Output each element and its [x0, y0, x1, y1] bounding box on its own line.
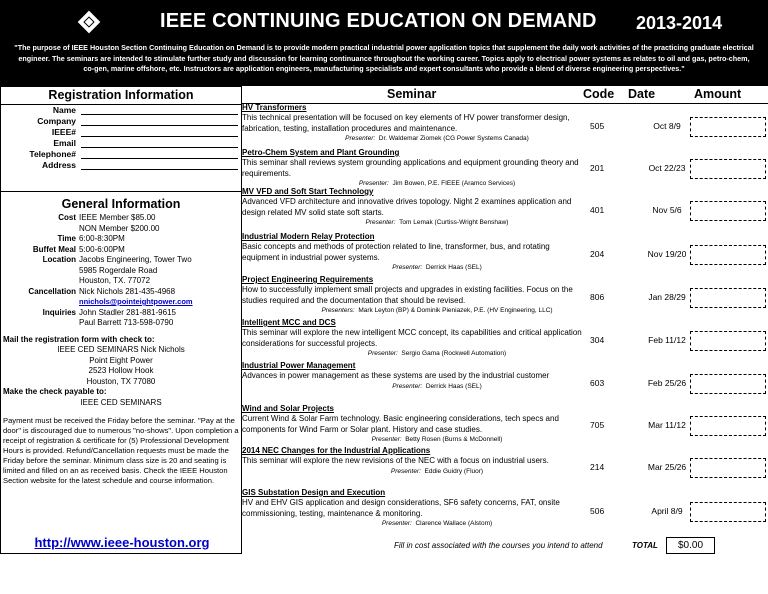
seminar-presenter — [242, 218, 632, 227]
registration-field — [1, 160, 241, 171]
presenter-name: Dr. Waldemar Ziomek (CG Power Systems Canada) — [378, 135, 529, 142]
presenter-label: Presenter: — [345, 135, 376, 142]
info-value — [79, 287, 241, 308]
mail-heading: Mail the registration form with check to: — [3, 334, 155, 344]
info-line: Nick Nichols 281-435-4968 — [79, 286, 176, 296]
ieee-logo-icon — [78, 11, 101, 34]
registration-field — [1, 105, 241, 116]
seminar-description: This technical presentation will be focused on key elements of HV power transformer design, fabrication, testing, installation procedures and maintenance. — [242, 113, 570, 133]
presenter-label: Presenter: — [390, 467, 421, 475]
info-line: 5:00-6:00PM — [79, 244, 125, 254]
purpose-statement: "The purpose of IEEE Houston Section Continuing Education on Demand is to provide modern practical industrial power application topics that supplement the daily work activities of the practicing graduate electrical engineer. The seminars are intended to stimulate further study and discussion for learning continuance throughout the working career. Topics apply to electrical power systems as relates to oil and gas, petro-chem, co-gen, marine offshore, etc. Instructors are application engineers, manufacturing specialists and expert consultants who provide a blend of diverse engineering perspectives." — [14, 43, 754, 73]
email-link[interactable]: nnichols@pointeightpower.com — [79, 297, 193, 306]
seminar-row — [242, 148, 768, 187]
seminar-title: Wind and Solar Projects — [242, 404, 334, 413]
presenter-name: Jim Bowen, P.E. FIEEE (Aramco Services) — [392, 180, 516, 187]
seminar-date: Mar 11/12 — [648, 420, 686, 430]
mail-line: 2523 Hollow Hook — [88, 366, 154, 375]
field-input-line[interactable] — [81, 147, 238, 148]
seminar-date: Jan 28/29 — [648, 292, 686, 302]
registration-field — [1, 149, 241, 160]
amount-input[interactable] — [690, 458, 766, 478]
seminar-date: Nov 5/6 — [652, 205, 682, 215]
seminar-code: 806 — [590, 292, 605, 302]
seminar-title: Industrial Modern Relay Protection — [242, 232, 375, 241]
seminar-date: Feb 25/26 — [647, 378, 687, 388]
seminar-description: Current Wind & Solar Farm technology. Basic engineering considerations, tech specs and components for Wind Farm or Solar plant. History and case studies. — [242, 414, 559, 434]
info-value — [79, 255, 241, 287]
seminar-presenter — [242, 306, 632, 315]
season-year: 2013-2014 — [636, 13, 723, 33]
mail-line: IEEE CED SEMINARS Nick Nichols — [57, 345, 185, 354]
amount-input[interactable] — [690, 288, 766, 308]
check-payee: IEEE CED SEMINARS — [80, 397, 162, 407]
presenter-label: Presenter: — [392, 382, 423, 390]
left-column — [0, 86, 242, 554]
seminar-row — [242, 404, 768, 446]
seminar-description: This seminar will explore the new intelligent MCC concept, its capabilities and critical application considerations for successful projects. — [242, 328, 582, 348]
seminar-code: 506 — [590, 506, 605, 516]
seminar-description: Basic concepts and methods of protection related to line, transformer, bus, and rotating equipment in industrial power systems. — [242, 242, 550, 262]
seminar-title: GIS Substation Design and Execution — [242, 488, 386, 497]
info-label: Location — [42, 255, 76, 264]
amount-input[interactable] — [690, 416, 766, 436]
info-line: 6:00-8:30PM — [79, 234, 125, 243]
presenter-label: Presenter: — [371, 436, 402, 443]
seminar-row — [242, 446, 768, 488]
presenter-name: Mark Leyton (BP) & Dominik Pieniazek, P.E. (HV Engineering, LLC) — [358, 307, 553, 314]
registration-field — [1, 138, 241, 149]
info-label: Inquiries — [42, 307, 76, 317]
field-label: Company — [37, 116, 76, 126]
info-label: Buffet Meal — [32, 244, 76, 254]
seminar-presenter — [242, 263, 632, 272]
info-link-line — [79, 297, 241, 308]
amount-input[interactable] — [690, 502, 766, 522]
total-amount[interactable]: $0.00 — [666, 537, 715, 554]
seminar-row — [242, 232, 768, 275]
fill-instruction: Fill in cost associated with the courses you intend to attend — [394, 541, 603, 550]
info-line: Paul Barrett 713-598-0790 — [79, 318, 174, 327]
amount-input[interactable] — [690, 331, 766, 351]
seminar-title: 2014 NEC Changes for the Industrial Applications — [242, 446, 431, 455]
table-footer — [242, 537, 768, 554]
seminar-row — [242, 361, 768, 404]
table-header — [242, 86, 768, 104]
info-line: NON Member $200.00 — [79, 223, 160, 233]
col-amount: Amount — [694, 87, 742, 101]
presenter-name: Eddie Guidry (Fluor) — [424, 467, 484, 475]
seminar-title: Intelligent MCC and DCS — [242, 318, 336, 327]
info-line: Jacobs Engineering, Tower Two — [79, 255, 192, 264]
seminar-description: This seminar shall reviews system grounding applications and equipment grounding theory and requirements. — [242, 158, 579, 178]
field-input-line[interactable] — [81, 125, 238, 126]
seminar-presenter — [242, 519, 632, 528]
seminar-date: April 8/9 — [651, 506, 683, 516]
seminar-description: This seminar will explore the new revisions of the NEC with a focus on industrial users. — [242, 456, 549, 465]
col-seminar: Seminar — [387, 87, 437, 101]
registration-field — [1, 127, 241, 138]
seminar-date: Nov 19/20 — [647, 249, 687, 259]
presenter-label: Presenter: — [381, 520, 412, 527]
general-info-row — [1, 234, 241, 245]
field-label: IEEE# — [51, 127, 76, 137]
seminar-code: 401 — [590, 205, 605, 215]
info-value — [79, 245, 241, 256]
general-info-row — [1, 287, 241, 308]
website-link[interactable]: http://www.ieee-houston.org — [34, 535, 210, 550]
total-label: TOTAL — [632, 541, 658, 550]
seminar-presenter — [242, 134, 632, 143]
field-label: Email — [53, 138, 76, 148]
seminar-row — [242, 103, 768, 148]
info-line: Houston, TX. 77072 — [79, 276, 151, 285]
col-code: Code — [583, 87, 615, 101]
presenter-name: Betty Rosen (Burns & McDonnell) — [405, 436, 503, 443]
field-label: Name — [52, 105, 76, 115]
seminar-title: Industrial Power Management — [242, 361, 356, 370]
general-info-title: General Information — [61, 197, 181, 211]
amount-input[interactable] — [690, 374, 766, 394]
seminar-title: MV VFD and Soft Start Technology — [242, 187, 374, 196]
seminar-code: 304 — [590, 335, 605, 345]
info-label: Cancellation — [28, 286, 76, 296]
seminar-row — [242, 187, 768, 232]
amount-input[interactable] — [690, 201, 766, 221]
general-info-row — [1, 255, 241, 287]
registration-title: Registration Information — [1, 87, 241, 105]
mail-line: Point Eight Power — [89, 355, 153, 365]
seminar-row — [242, 488, 768, 534]
seminar-presenter — [242, 435, 632, 444]
mail-line: Houston, TX 77080 — [86, 376, 156, 386]
presenter-name: Sergio Gama (Rockwell Automation) — [401, 350, 507, 357]
col-date: Date — [628, 87, 656, 101]
info-label: Time — [57, 234, 76, 243]
presenter-label: Presenter: — [358, 180, 389, 187]
seminar-description: HV and EHV GIS application and design considerations, SF6 safety concerns, FAT, onsite commissioning, testing, maintenance & monitoring. — [242, 498, 560, 518]
registration-extra-line — [1, 171, 241, 192]
seminar-presenter — [242, 467, 632, 476]
info-line: IEEE Member $85.00 — [79, 213, 156, 222]
payment-policy: Payment must be received the Friday before the seminar. "Pay at the door" is discouraged due to numerous "no-shows". Upon completion a receipt of registration & certificate for (5) Professional Development Hours is provided. Refund/Cancellation requests must be made the Friday before the seminar. Minimum class size is 20 and seating is limited and filled on an as received basis. Check the IEEE Houston Section website for the latest schedule and course information. — [3, 416, 239, 485]
seminar-row — [242, 275, 768, 318]
seminar-title: Petro-Chem System and Plant Grounding — [242, 148, 400, 157]
registration-field — [1, 116, 241, 127]
presenter-name: Derrick Haas (SEL) — [425, 382, 482, 390]
info-value — [79, 234, 241, 245]
check-heading: Make the check payable to: — [3, 387, 107, 396]
presenter-label: Presenters: — [321, 307, 355, 314]
seminar-code: 201 — [590, 163, 605, 173]
seminar-date: Oct 8/9 — [653, 121, 681, 131]
seminar-presenter — [242, 382, 632, 391]
info-line: John Stadler 281-881-9615 — [79, 307, 176, 317]
seminar-presenter — [242, 349, 632, 358]
general-info-row — [1, 245, 241, 256]
seminar-table — [242, 86, 768, 554]
field-input-line[interactable] — [81, 158, 238, 159]
amount-input[interactable] — [690, 159, 766, 179]
info-value — [79, 213, 241, 234]
seminar-code: 603 — [590, 378, 605, 388]
seminar-code: 204 — [590, 249, 605, 259]
presenter-label: Presenter: — [367, 350, 398, 357]
header-banner — [0, 0, 768, 86]
presenter-name: Clarence Wallace (Alstom) — [415, 520, 493, 527]
page-title: IEEE CONTINUING EDUCATION ON DEMAND — [160, 10, 597, 32]
seminar-description: Advanced VFD architecture and innovative drives topology. Night 2 examines application and design related MV solid state soft starts. — [242, 197, 572, 217]
seminar-code: 505 — [590, 121, 605, 131]
registration-form — [1, 105, 241, 171]
field-label: Telephone# — [29, 149, 76, 159]
seminar-code: 705 — [590, 420, 605, 430]
presenter-name: Derrick Haas (SEL) — [425, 264, 482, 271]
seminar-row — [242, 318, 768, 361]
info-label: Cost — [58, 213, 76, 222]
mail-address — [1, 345, 241, 387]
info-line: 5985 Rogerdale Road — [79, 265, 158, 275]
presenter-name: Tom Lemak (Curtiss-Wright Benshaw) — [399, 219, 509, 226]
amount-input[interactable] — [690, 117, 766, 137]
seminar-date: Mar 25/26 — [647, 462, 687, 472]
field-input-line[interactable] — [81, 136, 238, 137]
seminar-description: How to successfully implement small projects and upgrades in existing facilities. Focus on the studies required and the documentation that should be revised. — [242, 285, 573, 305]
seminar-title: HV Transformers — [242, 103, 307, 112]
seminar-date: Oct 22/23 — [648, 163, 686, 173]
general-info-row — [1, 308, 241, 329]
field-input-line[interactable] — [81, 169, 238, 170]
info-value — [79, 308, 241, 329]
seminar-date: Feb 11/12 — [648, 335, 686, 345]
general-info-row — [1, 213, 241, 234]
seminar-title: Project Engineering Requirements — [242, 275, 374, 284]
amount-input[interactable] — [690, 245, 766, 265]
general-info-list — [1, 213, 241, 329]
seminar-description: Advances in power management as these systems are used by the industrial customer — [242, 371, 550, 380]
presenter-label: Presenter: — [365, 219, 396, 226]
seminar-code: 214 — [590, 462, 605, 472]
field-input-line[interactable] — [81, 114, 238, 115]
field-label: Address — [41, 160, 76, 170]
presenter-label: Presenter: — [392, 264, 423, 271]
